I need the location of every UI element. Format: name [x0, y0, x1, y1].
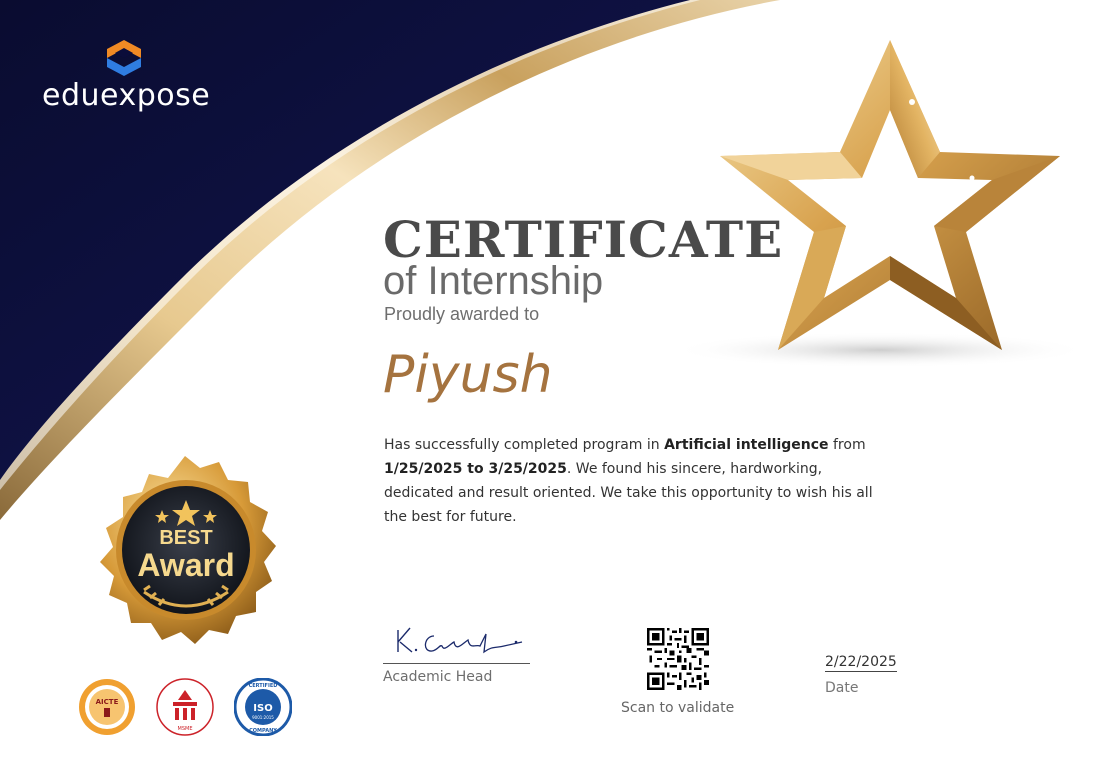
- iso-certified-logo: [234, 678, 292, 736]
- issue-date: 2/22/2025: [825, 654, 897, 670]
- certificate-body: [384, 433, 889, 529]
- signature-line: [383, 663, 530, 664]
- signature-image: [392, 622, 527, 662]
- badge-line2: Award: [137, 547, 235, 583]
- aicte-logo: [78, 678, 136, 736]
- internship-period: 1/25/2025 to 3/25/2025: [384, 461, 567, 477]
- iso-sub: 9001:2015: [252, 715, 274, 720]
- certificate-title: CERTIFICATE: [383, 210, 784, 269]
- body-prefix: Has successfully completed program in: [384, 437, 665, 453]
- program-name: Artificial intelligence: [664, 437, 829, 453]
- iso-text: ISO: [253, 703, 273, 714]
- iso-ring-top: CERTIFIED: [248, 683, 278, 689]
- gold-star: [720, 40, 1060, 350]
- badge-line1: BEST: [159, 527, 213, 549]
- date-label: Date: [825, 680, 859, 696]
- body-suffix: . We found his sincere, hardworking, dedicated and result oriented. We take this opportunity to wish his all the best for future.: [384, 461, 873, 525]
- qr-label: Scan to validate: [621, 700, 735, 716]
- brand-name: eduexpose: [42, 78, 211, 113]
- msme-text: MSME: [177, 726, 193, 732]
- brand-mark-icon: [102, 38, 146, 78]
- aicte-text: AICTE: [95, 698, 119, 706]
- recipient-name: Piyush: [383, 345, 553, 405]
- body-from: from: [828, 437, 866, 453]
- iso-ring-bottom: COMPANY: [249, 728, 277, 734]
- awarded-to-label: Proudly awarded to: [384, 304, 540, 324]
- qr-code[interactable]: [647, 628, 709, 690]
- best-award-badge: [78, 452, 293, 662]
- signature-label: Academic Head: [383, 669, 493, 685]
- certificate-subtitle: of Internship: [383, 259, 604, 303]
- msme-logo: [156, 678, 214, 736]
